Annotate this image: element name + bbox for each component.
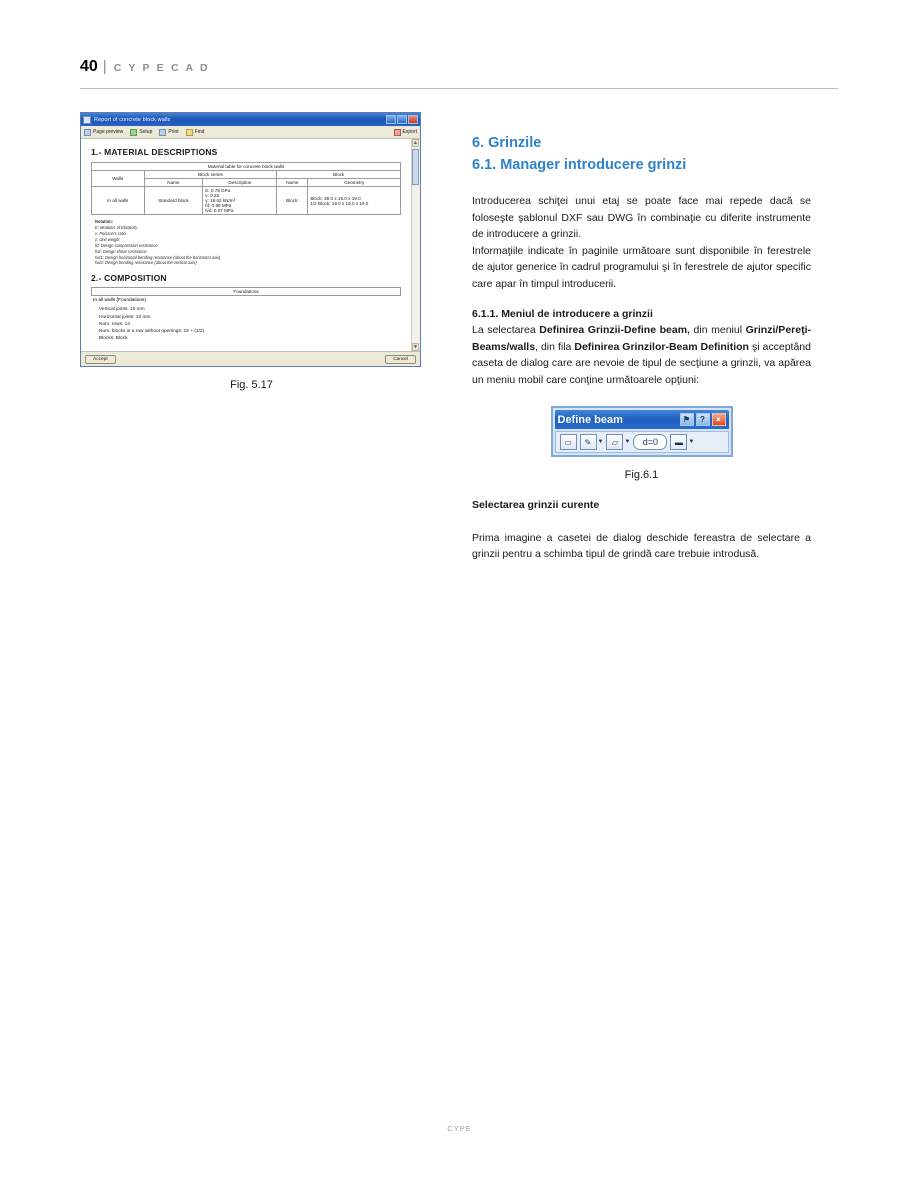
notation-title: Notation: — [95, 219, 113, 224]
page-footer: CYPE — [447, 1124, 472, 1133]
geom-line: 1/2 Block: 19.0 x 19.0 x 19.0 — [310, 200, 369, 206]
paragraph-4: Prima imagine a casetei de dialog deschide fereastra de selectare a grinzii pentru a schimba tipul de grindă care trebuie introdusă. — [472, 531, 811, 560]
desc-line: γ: 19.62 kN/m³ — [205, 198, 236, 203]
scroll-up-arrow[interactable]: ▲ — [413, 140, 418, 146]
print-button[interactable] — [159, 129, 178, 136]
pencil-tool-group[interactable] — [580, 434, 604, 450]
composition-header: Foundations — [92, 288, 401, 296]
page-number: 40 — [80, 58, 98, 75]
figure-5-17-caption: Fig. 5.17 — [230, 379, 273, 391]
subsection-title: 6.1. Manager introducere grinzi — [472, 157, 687, 173]
report-body — [81, 139, 420, 352]
col-geometry: Geometry — [308, 179, 401, 187]
notation-line: E: Modulus of Elasticity — [95, 224, 138, 230]
composition-header-row — [92, 288, 401, 296]
minimize-button[interactable] — [386, 115, 396, 124]
report-window-titlebar — [81, 113, 420, 126]
define-beam-title: Define beam — [557, 413, 623, 426]
scroll-down-arrow[interactable]: ▼ — [413, 344, 418, 350]
report-window-title: Report of concrete block walls — [94, 116, 171, 123]
export-icon — [394, 129, 401, 136]
col-block-name: Name — [277, 179, 308, 187]
define-beam-window — [551, 406, 733, 457]
material-table-caption: Material table for concrete block walls — [92, 163, 401, 171]
depth-field[interactable]: d=0 — [633, 434, 667, 450]
notation-block — [95, 219, 412, 266]
cell-geometry — [308, 187, 401, 215]
pin-icon[interactable]: ⚑ — [680, 413, 694, 426]
content-column — [472, 135, 811, 563]
col-block: Block — [277, 171, 401, 179]
chevron-down-icon[interactable]: ▼ — [597, 439, 604, 445]
composition-line: Num. rows: 14 — [99, 321, 130, 327]
desc-line: v: 0.25 — [205, 193, 220, 198]
window-icon — [83, 116, 91, 124]
composition-line: Horizontal joints: 10 mm — [99, 314, 151, 320]
search-icon — [186, 129, 193, 136]
desc-line: fd: 0.98 MPa — [205, 203, 232, 208]
beam-icon[interactable]: ▱ — [606, 434, 623, 450]
paragraph-3 — [472, 322, 811, 388]
cell-series-name: Standard block — [144, 187, 203, 215]
col-block-series: Block series — [144, 171, 277, 179]
notation-line: fd: Design compression resistance — [95, 242, 158, 248]
notation-line: v: Poisson's ratio — [95, 230, 126, 236]
table-row — [92, 187, 401, 215]
report-toolbar — [81, 126, 420, 139]
figure-6-1-caption: Fig.6.1 — [624, 469, 659, 481]
p3-part4: şi acceptând caseta de dialog care are nevoie de tipul de secţiune a grinzii, va apărea un meniu mobil care conţine următoarele opţiuni: — [472, 340, 811, 386]
export-button[interactable] — [394, 129, 417, 136]
define-beam-controls — [680, 413, 726, 426]
notation-line: fxd2: Design bending resistance (about the vertical axis) — [95, 260, 197, 266]
pencil-icon[interactable]: ✎ — [580, 434, 597, 450]
find-label: Find — [194, 129, 205, 135]
col-series-name: Name — [144, 179, 203, 187]
accept-button[interactable]: Accept — [85, 355, 116, 364]
beam-section-icon[interactable]: ▭ — [560, 434, 577, 450]
col-walls: Walls — [92, 171, 145, 187]
p3-bold3: Definirea Grinzilor-Beam Definition — [574, 340, 749, 353]
setup-button[interactable] — [130, 129, 152, 136]
scroll-thumb[interactable] — [412, 149, 419, 185]
find-button[interactable] — [186, 129, 205, 136]
define-beam-toolbar — [555, 431, 729, 453]
help-icon[interactable]: ? — [696, 413, 710, 426]
maximize-button[interactable] — [397, 115, 407, 124]
close-button[interactable] — [408, 115, 418, 124]
gear-icon — [130, 129, 137, 136]
notation-line: γ: Unit weight — [95, 236, 120, 242]
report-footer — [81, 352, 420, 366]
p3-bold1: Definirea Grinzii-Define beam, — [539, 324, 690, 336]
composition-line: Vertical joints: 15 mm — [99, 307, 145, 313]
setup-label: Setup — [139, 129, 153, 135]
composition-line: Blocks: Block — [99, 336, 128, 342]
table-caption-row — [92, 163, 401, 171]
desc-line: fvd: 0.07 MPa — [205, 208, 234, 213]
report-section2-title: 2.- COMPOSITION — [91, 273, 167, 284]
spacer-3 — [472, 514, 811, 530]
page-preview-button[interactable] — [84, 129, 123, 136]
printer-icon — [159, 129, 166, 136]
composition-line: Num. blocks in a row without openings: 15 + (1/2) — [99, 328, 205, 334]
figure-5-17-container — [80, 112, 423, 391]
page-preview-label: Page preview — [93, 129, 124, 135]
preview-icon — [84, 129, 91, 136]
define-beam-titlebar — [555, 410, 729, 429]
desc-line: E: 0.78 GPa — [205, 188, 231, 193]
p3-bold2: Grinzi/Pereţi-Beams/walls — [472, 324, 811, 353]
window-controls — [386, 115, 418, 124]
spacer — [472, 292, 811, 308]
bold-lead-paragraph: Selectarea grinzii curente — [472, 499, 600, 511]
composition-table — [91, 287, 401, 296]
cell-walls: In all walls — [92, 187, 145, 215]
table-group-header-row — [92, 171, 401, 179]
chevron-down-icon[interactable]: ▼ — [688, 439, 695, 445]
export-label: Export — [402, 129, 417, 135]
print-label: Print — [168, 129, 179, 135]
geom-line: Block: 39.0 x 19.0 x 19.0 — [310, 195, 361, 201]
notation-line: fvd: Design shear resistance — [95, 248, 147, 254]
chevron-down-icon[interactable]: ▼ — [624, 439, 631, 445]
cell-description — [203, 187, 277, 215]
p3-part1: La selectarea — [472, 324, 540, 336]
sub-heading: 6.1.1. Meniul de introducere a grinzii — [472, 308, 653, 320]
header-title: C Y P E C A D — [113, 62, 210, 74]
figure-6-1-container — [472, 406, 811, 457]
paragraph-2: Informaţiile indicate în paginile următoare sunt disponibile în ferestrele de ajutor generice în cadrul programului şi în ferestrele de ajutor specific care apar în timpul introducerii. — [472, 244, 811, 290]
p3-part2: din meniul — [689, 324, 746, 336]
report-window — [80, 112, 421, 367]
dash-icon[interactable]: ▬ — [670, 434, 687, 450]
col-description: Description — [203, 179, 277, 187]
beam-type-group[interactable] — [606, 434, 630, 450]
cancel-button[interactable]: Cancel — [385, 355, 416, 364]
header-separator: | — [102, 58, 107, 75]
vertical-scrollbar[interactable] — [411, 139, 420, 351]
p3-part3: , din fila — [535, 340, 575, 353]
spacer-2 — [472, 481, 811, 497]
composition-list — [99, 306, 412, 342]
page-header — [80, 58, 838, 89]
paragraph-1: Introducerea schiţei unui etaj se poate face mai repede dacă se foloseşte şablonul DXF sau DWG în combinaţie cu diferite instrumente de introducere a grinzii. — [472, 195, 811, 240]
notation-line: fxd1: Design horizontal bending resistance (about the horizontal axis) — [95, 254, 221, 260]
report-section1-title: 1.- MATERIAL DESCRIPTIONS — [91, 147, 218, 157]
material-table — [91, 162, 401, 215]
dash-tool-group[interactable] — [670, 434, 694, 450]
cell-block-name: Block: — [277, 187, 308, 215]
section-title: 6. Grinzile — [472, 135, 542, 151]
composition-subheader: In all walls (Foundations) — [93, 298, 147, 304]
close-icon[interactable]: × — [712, 413, 726, 426]
